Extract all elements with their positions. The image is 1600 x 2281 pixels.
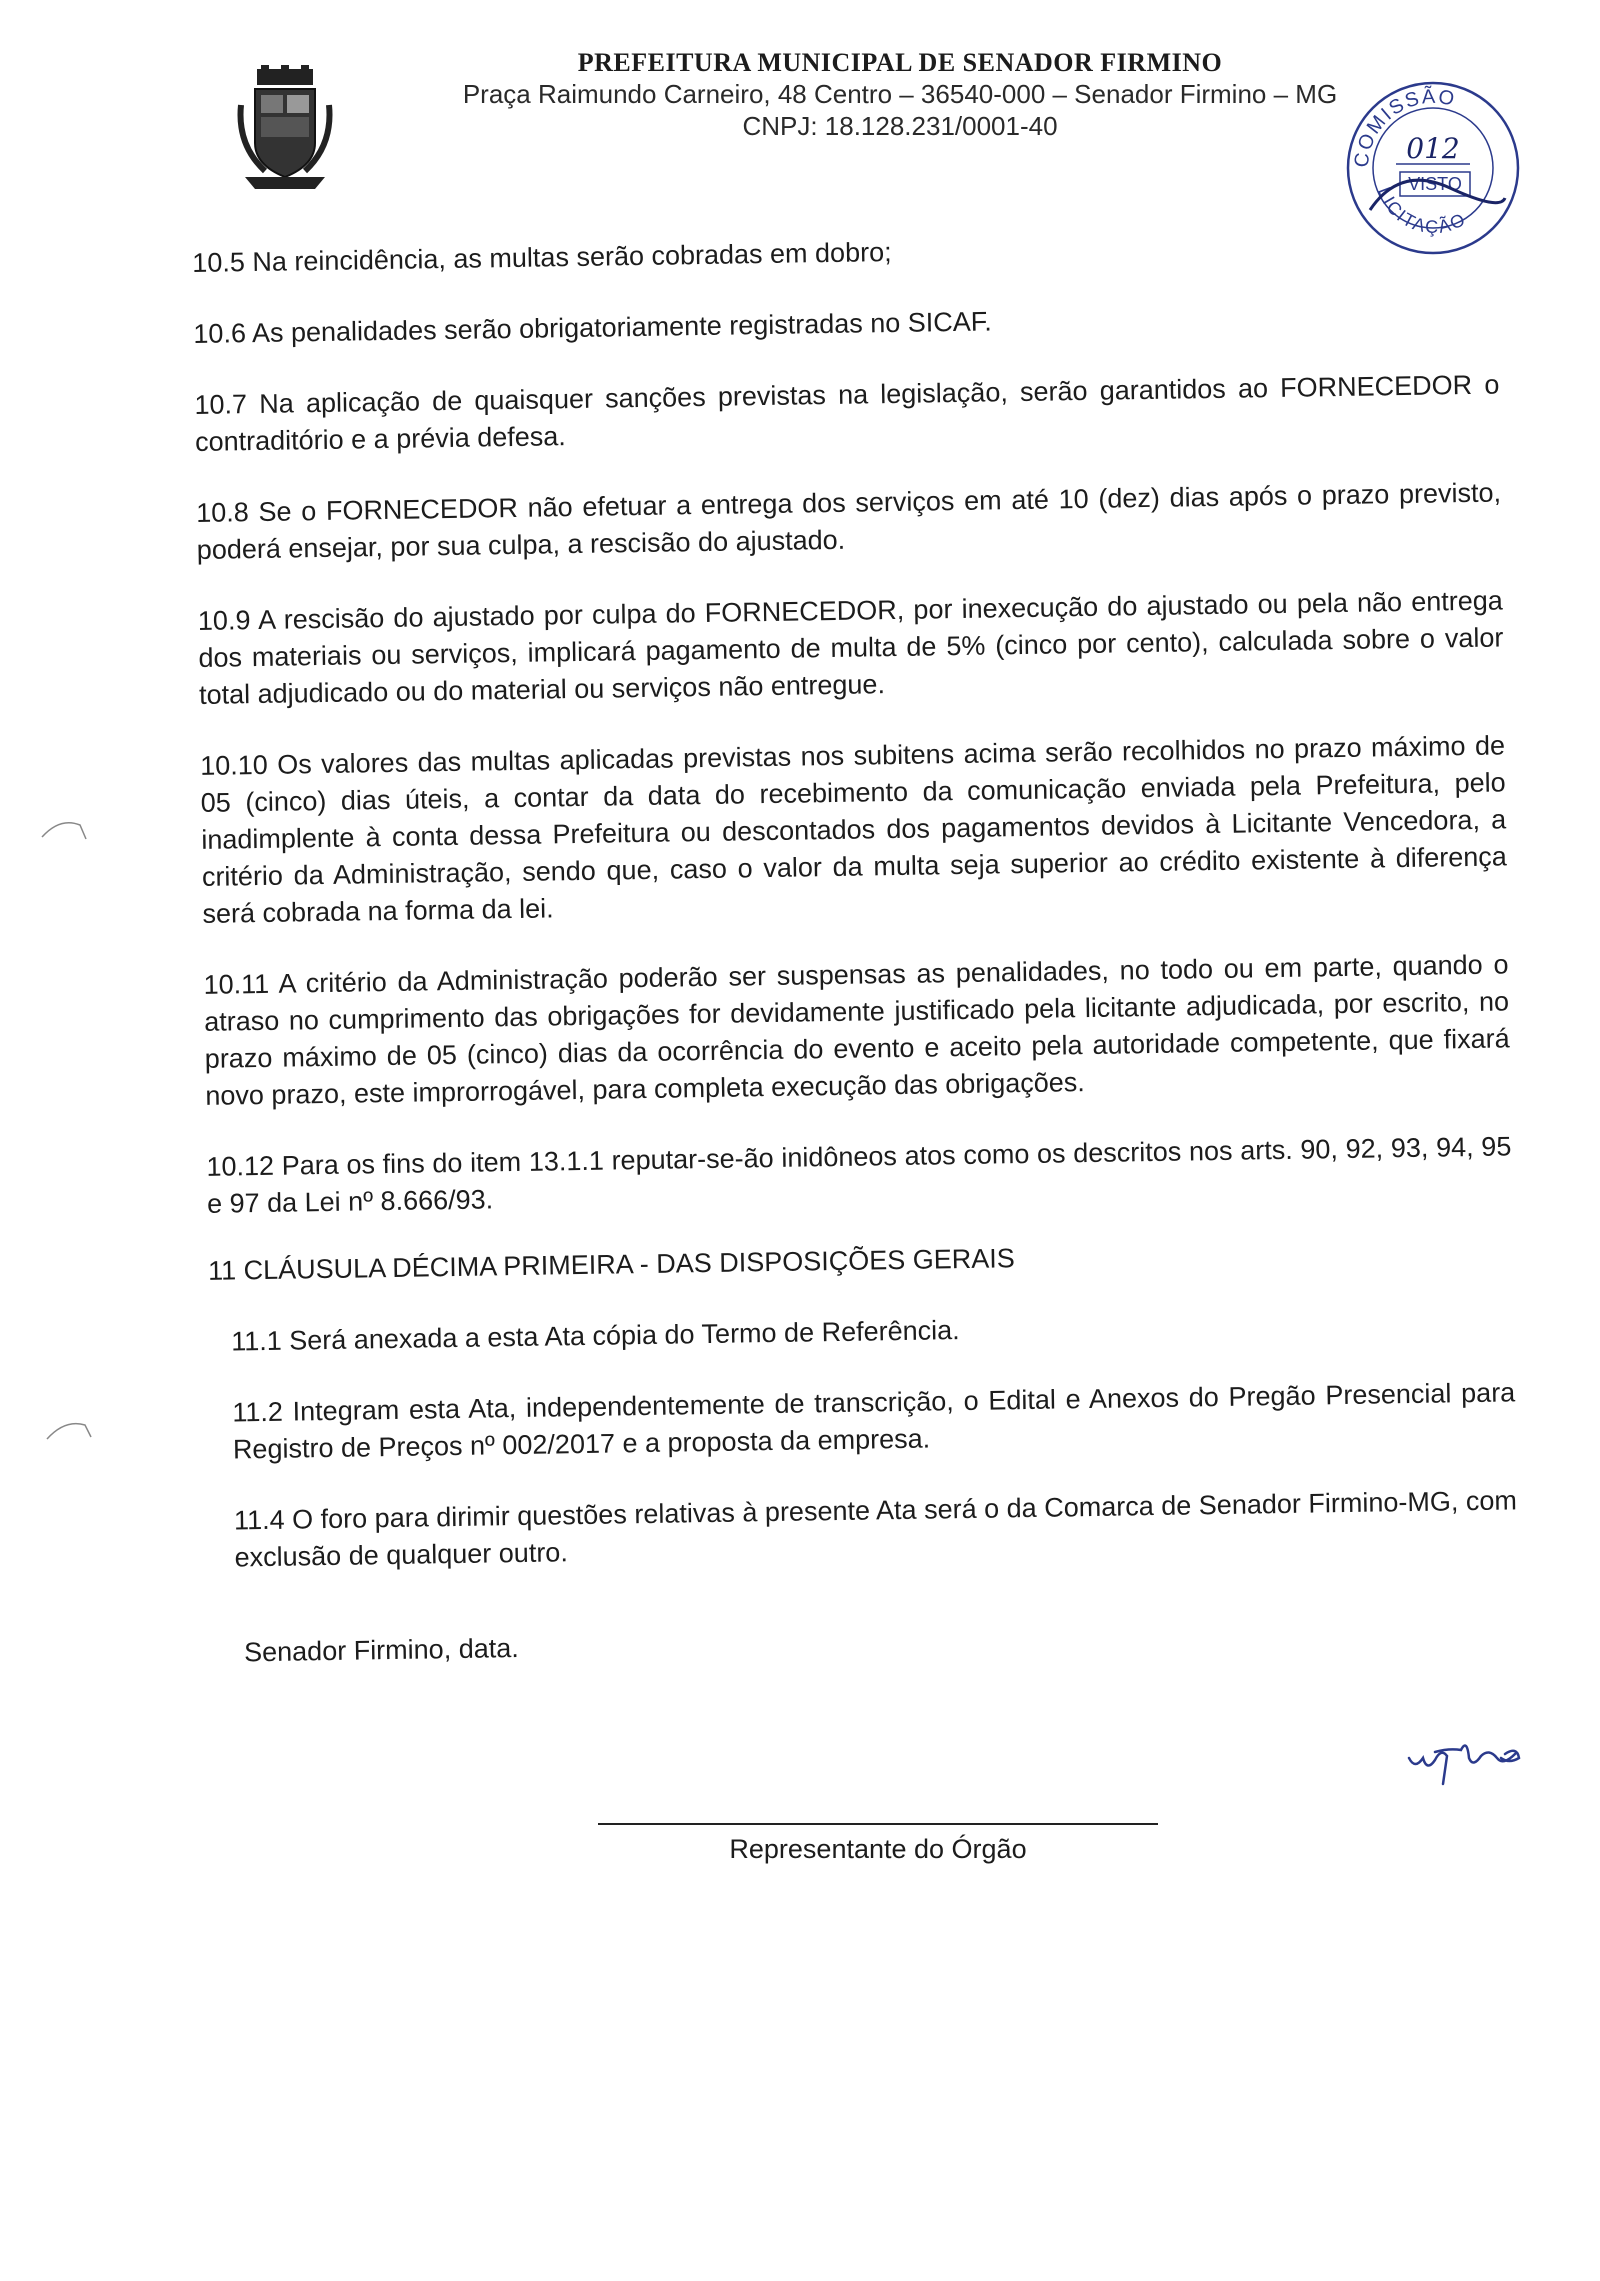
clause-10-7: 10.7 Na aplicação de quaisquer sanções previstas na legislação, serão garantidos ao FORNECEDOR o contraditório e a prévia defesa. [194, 369, 1500, 457]
clause-11-2: 11.2 Integram esta Ata, independentemente de transcrição, o Edital e Anexos do Pregão Presencial para Registro de Preços nº 002/2017 e a proposta da empresa. [232, 1377, 1516, 1465]
clause-10-8: 10.8 Se o FORNECEDOR não efetuar a entrega dos serviços em até 10 (dez) dias após o prazo previsto, poderá ensejar, por sua culpa, a rescisão do ajustado. [195, 477, 1502, 565]
section-heading: 11 CLÁUSULA DÉCIMA PRIMEIRA - DAS DISPOSIÇÕES GERAIS [207, 1243, 1015, 1286]
clause-10-12: 10.12 Para os fins do item 13.1.1 reputar-se-ão inidôneos atos como os descritos nos arts. 90, 92, 93, 94, 95 e 97 da Lei nº 8.666/93. [206, 1131, 1512, 1219]
document-body [192, 225, 1520, 1706]
clause-10-11: 10.11 A critério da Administração poderão ser suspensas as penalidades, no todo ou em parte, quando o atraso no cumprimento das obrigações for devidamente justificado pela licitante adjudicada, por escrito, no prazo máximo de 05 (cinco) dias da ocorrência do evento e aceito pela autoridade competente, que fixará novo prazo, este improrrogável, para completa execução das obrigações. [203, 949, 1510, 1111]
signature-line [598, 1823, 1158, 1825]
stamp-bottom-text: LICITAÇÃO [1373, 184, 1470, 238]
clause-10-9: 10.9 A rescisão do ajustado por culpa do FORNECEDOR, por inexecução do ajustado ou pela não entrega dos materiais ou serviços, implicará pagamento de multa de 5% (cinco por cento), calculada sobre o valor total adjudicado ou do material ou serviços não entregue. [197, 585, 1504, 710]
letterhead-cnpj: CNPJ: 18.128.231/0001-40 [742, 111, 1058, 141]
signature-label: Representante do Órgão [729, 1834, 1027, 1864]
place-date: Senador Firmino, data. [243, 1633, 519, 1668]
stamp-number: 012 [1406, 132, 1460, 165]
clause-11-1: 11.1 Será anexada a esta Ata cópia do Termo de Referência. [230, 1315, 960, 1357]
scan-mark [40, 815, 90, 845]
clause-10-6: 10.6 As penalidades serão obrigatoriamente registradas no SICAF. [193, 306, 993, 349]
clause-10-10: 10.10 Os valores das multas aplicadas previstas nos subitens acima serão recolhidos no prazo máximo de 05 (cinco) dias úteis, a contar da data do recebimento da comunicação enviada pela Prefeitura, pelo inadimplente à conta dessa Prefeitura ou descontados dos pagamentos devidos à Licitante Vencedora, a critério da Administração, sendo que, caso o valor da multa seja superior ao crédito existente à diferença será cobrada na forma da lei. [199, 730, 1508, 929]
letterhead [420, 48, 1380, 142]
stamp-visto: VISTO [1408, 174, 1462, 194]
handwritten-initials-icon [1405, 1728, 1525, 1788]
clause-11-4: 11.4 O foro para dirimir questões relativas à presente Ata será o da Comarca de Senador Firmino-MG, com exclusão de qualquer outro. [233, 1485, 1518, 1573]
clause-10-5: 10.5 Na reincidência, as multas serão cobradas em dobro; [192, 237, 892, 278]
scan-mark [45, 1415, 95, 1445]
letterhead-title: PREFEITURA MUNICIPAL DE SENADOR FIRMINO [577, 48, 1223, 77]
stamp-top-text: COMISSÃO [1350, 85, 1459, 169]
municipal-coat-of-arms-icon [235, 65, 335, 195]
letterhead-address: Praça Raimundo Carneiro, 48 Centro – 36540-000 – Senador Firmino – MG [462, 79, 1338, 109]
